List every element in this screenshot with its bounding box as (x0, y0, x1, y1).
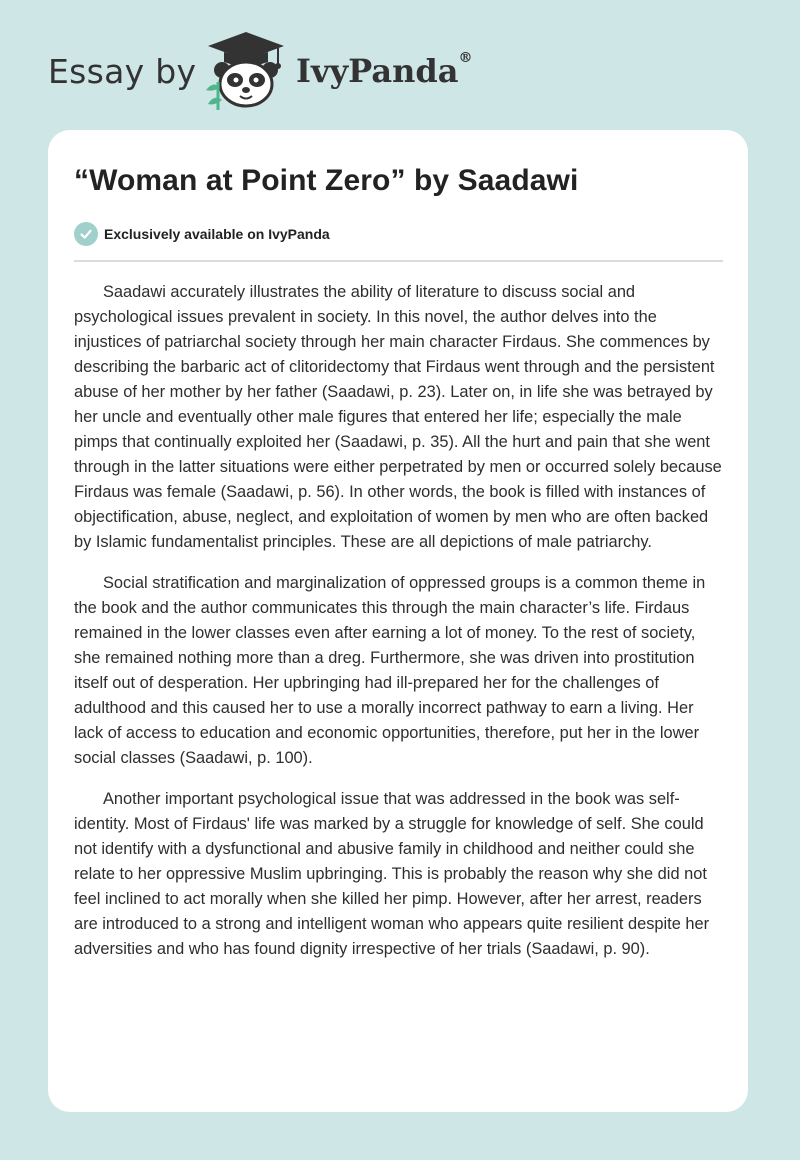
exclusive-badge-label: Exclusively available on IvyPanda (104, 226, 330, 242)
essay-body (74, 280, 724, 978)
brand-label: IvyPanda (296, 52, 459, 90)
exclusive-badge (74, 222, 330, 246)
essay-card (48, 130, 748, 1112)
divider (74, 260, 723, 262)
panda-graduate-icon (200, 30, 292, 110)
paragraph: Saadawi accurately illustrates the ability of literature to discuss social and psychological issues prevalent in society. In this novel, the author delves into the injustices of patriarchal society through her main character Firdaus. She commences by describing the barbaric act of clitoridectomy that Firdaus went through and the persistent abuse of her mother by her father (Saadawi, p. 23). Later on, in life she was betrayed by her uncle and eventually other male figures that entered her life; especially the male pimps that continually exploited her (Saadawi, p. 35). All the hurt and pain that she went through in the latter situations were either perpetrated by men or occurred solely because Firdaus was female (Saadawi, p. 56). In other words, the book is filled with instances of objectification, abuse, neglect, and exploitation of women by men who are often backed by Islamic fundamentalist principles. These are all depictions of male patriarchy. (74, 283, 722, 551)
paragraph: Social stratification and marginalization of oppressed groups is a common theme in the book and the author communicates this through the main character’s life. Firdaus remained in the lower classes even after earning a lot of money. To the rest of society, she remained nothing more than a dreg. Furthermore, she was driven into prostitution itself out of desperation. Her upbringing had ill-prepared her for the challenges of adulthood and this caused her to use a morally incorrect pathway to earn a living. Her lack of access to education and economic opportunities, therefore, put her in the lower social classes (Saadawi, p. 100). (74, 574, 706, 767)
page-title: “Woman at Point Zero” by Saadawi (74, 164, 579, 197)
check-circle-icon (74, 222, 98, 246)
registered-mark: ® (458, 50, 473, 66)
brand-name (296, 52, 472, 90)
site-header (48, 30, 548, 110)
essay-by-label: Essay by (48, 52, 197, 91)
paragraph: Another important psychological issue that was addressed in the book was self-identity. Most of Firdaus' life was marked by a struggle for knowledge of self. She could not identify with a dysfunctional and abusive family in childhood and neither could she relate to her oppressive Muslim upbringing. This is probably the reason why she did not feel inclined to act morally when she killed her pimp. However, after her arrest, readers are introduced to a strong and intelligent woman who appears quite resilient despite her adversities and who has found dignity irrespective of her trials (Saadawi, p. 90). (74, 790, 710, 958)
